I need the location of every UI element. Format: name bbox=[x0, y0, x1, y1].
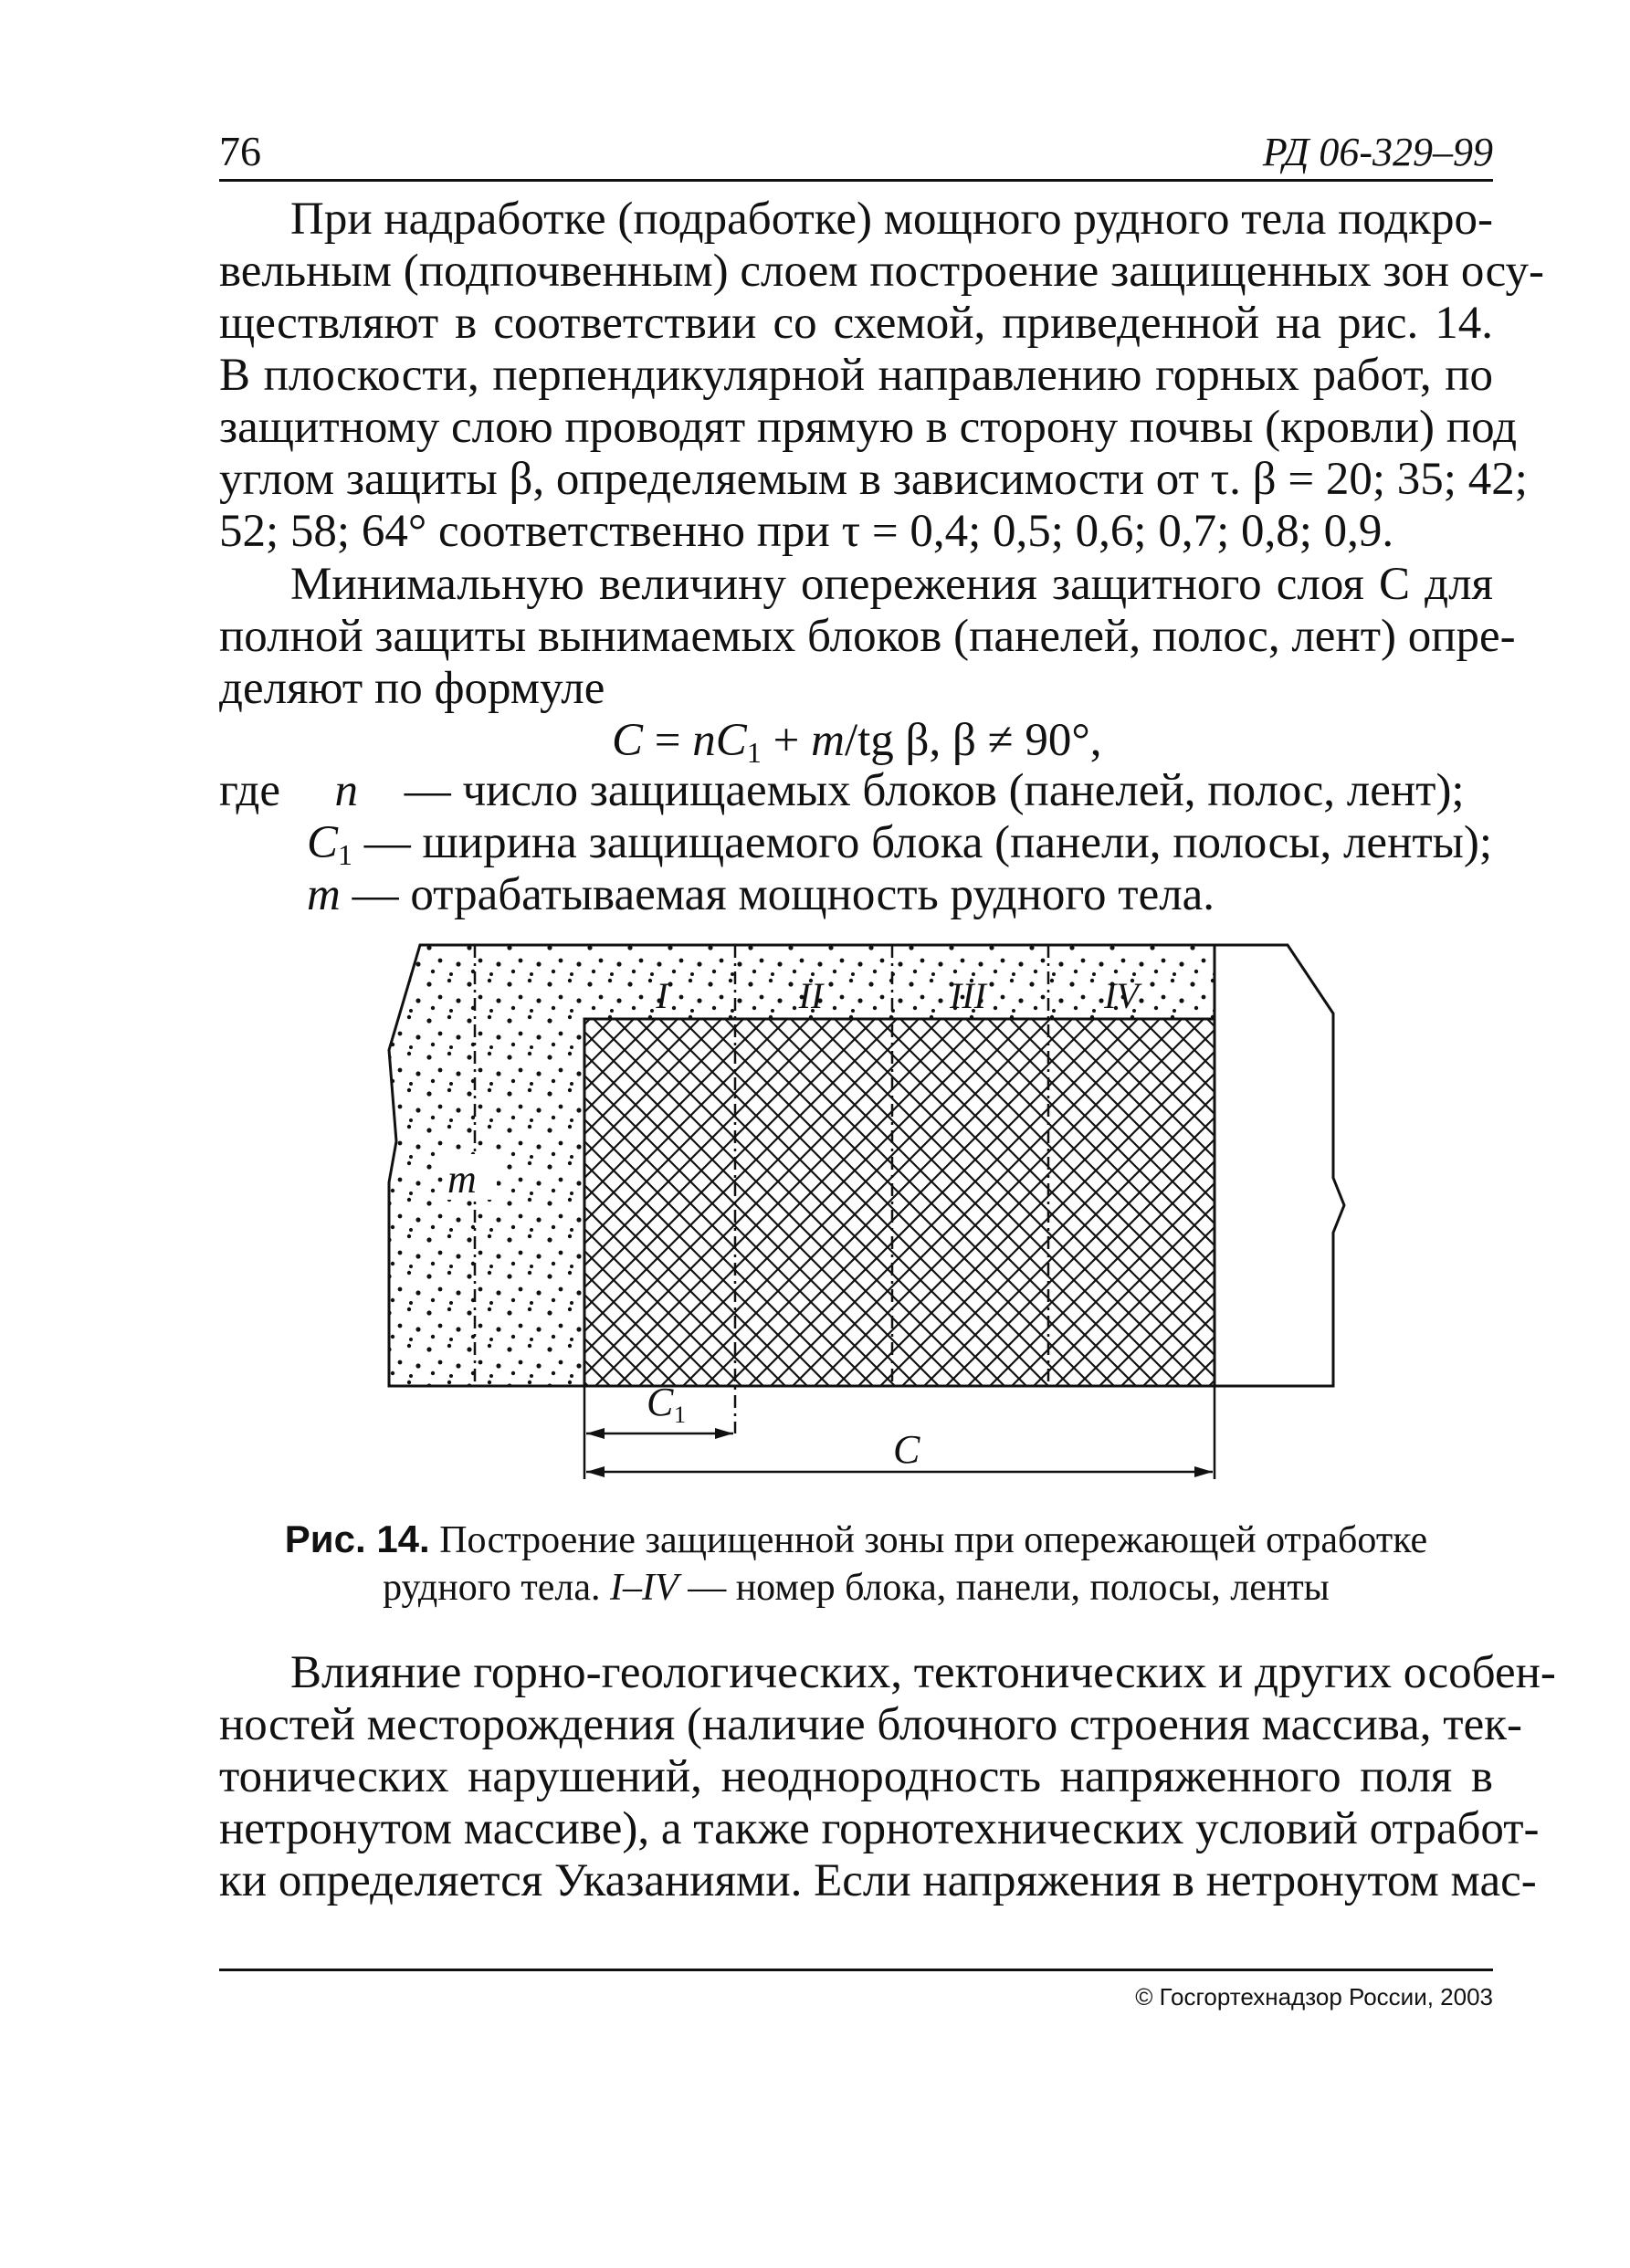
paragraph-line: тонических нарушений, неоднородность напряженного поля в bbox=[219, 1751, 1493, 1802]
arrowhead bbox=[586, 1466, 605, 1477]
block-label-4: IV bbox=[1104, 975, 1139, 1016]
c1-label: C bbox=[647, 1380, 674, 1424]
paragraph-line: нетронутом массиве), а также горнотехнических условий отработ- bbox=[219, 1803, 1540, 1854]
paragraph-line: вельным (подпочвенным) слоем построение защищенных зон осу- bbox=[219, 246, 1545, 297]
caption-prefix: Рис. 14. bbox=[284, 1517, 430, 1560]
formula-plus: + bbox=[761, 715, 812, 766]
document-code: РД 06-329–99 bbox=[1262, 130, 1493, 174]
caption-text-2: — номер блока, панели, полосы, ленты bbox=[678, 1567, 1330, 1609]
formula-c: C bbox=[612, 715, 644, 766]
paragraph-2 bbox=[219, 559, 1516, 715]
caption-line-2 bbox=[219, 1564, 1493, 1612]
paragraph-line: углом защиты β, определяемым в зависимости от τ. β = 20; 35; 42; bbox=[219, 454, 1528, 505]
where-item bbox=[307, 869, 1215, 921]
paragraph-3 bbox=[219, 1647, 1556, 1907]
page-number: 76 bbox=[219, 128, 261, 174]
where-symbol: n bbox=[334, 765, 358, 816]
formula-equals: = bbox=[643, 715, 693, 766]
paragraph-line: При надработке (подработке) мощного рудного тела подкро- bbox=[290, 194, 1493, 245]
paragraph-line: Влияние горно-геологических, тектонических и других особен- bbox=[290, 1647, 1556, 1698]
where-item bbox=[219, 765, 1465, 817]
paragraph-line: В плоскости, перпендикулярной направлению горных работ, по bbox=[219, 350, 1493, 401]
formula-c1: C bbox=[715, 715, 747, 766]
caption-line-1 bbox=[219, 1516, 1493, 1564]
block-label-3: III bbox=[950, 975, 986, 1016]
paragraph-1 bbox=[219, 194, 1545, 558]
caption-block-range: I–IV bbox=[610, 1567, 678, 1609]
paragraph-line: деляют по формуле bbox=[219, 663, 605, 714]
formula-m: m bbox=[811, 715, 845, 766]
paragraph-line: защитному слою проводят прямую в сторону почвы (кровли) под bbox=[219, 402, 1518, 453]
formula bbox=[612, 714, 1102, 770]
paragraph-line: полной защиты вынимаемых блоков (панелей, полос, лент) опре- bbox=[219, 611, 1516, 662]
where-text: — число защищаемых блоков (панелей, полос, лент); bbox=[392, 765, 1465, 816]
where-symbol-subscript: 1 bbox=[338, 838, 353, 871]
caption-text-1: Построение защищенной зоны при опережающей отработке bbox=[429, 1519, 1428, 1561]
block-label-2: II bbox=[798, 975, 824, 1016]
ore-body-mined bbox=[584, 1019, 1215, 1386]
formula-rest: /tg β, β ≠ 90°, bbox=[844, 715, 1102, 766]
protected-zone-diagram bbox=[384, 940, 1351, 1507]
page-header bbox=[219, 128, 1493, 182]
where-text: — ширина защищаемого блока (панели, полосы, ленты); bbox=[352, 817, 1493, 868]
where-text: — отрабатываемая мощность рудного тела. bbox=[340, 869, 1215, 920]
where-symbol: C bbox=[307, 817, 339, 868]
caption-text-2-start: рудного тела. bbox=[383, 1567, 611, 1609]
thickness-label: m bbox=[447, 1157, 477, 1202]
c1-label-subscript: 1 bbox=[674, 1402, 686, 1428]
figure-caption bbox=[219, 1516, 1493, 1612]
paragraph-line: 52; 58; 64° соответственно при τ = 0,4; 0,5; 0,6; 0,7; 0,8; 0,9. bbox=[219, 506, 1394, 557]
where-symbol: m bbox=[307, 869, 341, 920]
arrowhead bbox=[715, 1428, 733, 1439]
formula-n: n bbox=[692, 715, 716, 766]
copyright: © Госгортехнадзор России, 2003 bbox=[1135, 1983, 1493, 2011]
arrowhead bbox=[586, 1428, 605, 1439]
footer-divider bbox=[219, 1969, 1493, 1971]
c-label: C bbox=[893, 1427, 920, 1472]
arrowhead bbox=[1194, 1466, 1213, 1477]
figure-14 bbox=[384, 940, 1351, 1507]
paragraph-line: ки определяется Указаниями. Если напряжения в нетронутом мас- bbox=[219, 1855, 1537, 1906]
paragraph-line: Минимальную величину опережения защитного слоя C для bbox=[290, 559, 1493, 610]
paragraph-line: ществляют в соответствии со схемой, приведенной на рис. 14. bbox=[219, 298, 1493, 349]
block-label-1: I bbox=[656, 975, 668, 1016]
paragraph-line: ностей месторождения (наличие блочного строения массива, тек- bbox=[219, 1699, 1522, 1750]
formula-c1-subscript: 1 bbox=[746, 736, 762, 769]
where-intro: где bbox=[219, 765, 280, 816]
